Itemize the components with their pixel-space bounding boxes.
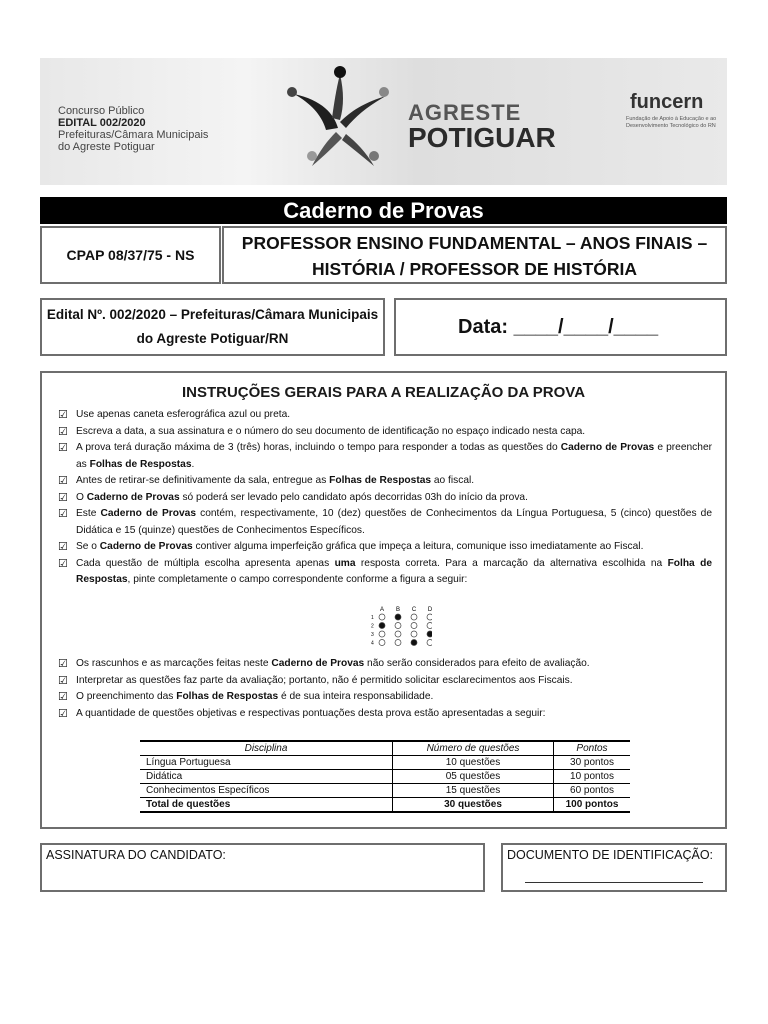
- empty-bubble: [395, 623, 401, 629]
- funcern-name: funcern: [630, 91, 704, 113]
- logo-line1: AGRESTE: [408, 100, 522, 125]
- checkbox-icon: ☑: [58, 557, 68, 570]
- text-segment: contém, respectivamente, 10 (dez) questões de Conhecimentos da Língua Portuguesa, 5 (cinco) questões de Didática e 15 (quinze) questões de Conhecimentos Específicos.: [76, 508, 713, 536]
- text-segment: ao fiscal.: [431, 475, 475, 486]
- table-row: [140, 756, 630, 770]
- table-row: [140, 770, 630, 784]
- contest-info: [58, 105, 208, 153]
- text-segment: .: [191, 458, 195, 470]
- instruction-item: [58, 539, 712, 556]
- empty-bubble: [411, 614, 417, 620]
- checkbox-icon: ☑: [58, 541, 68, 553]
- instruction-text: [76, 506, 712, 539]
- empty-bubble: [395, 631, 401, 637]
- instruction-text: [76, 473, 712, 490]
- text-segment: A prova terá duração máxima de 3 (três) horas, incluindo o tempo para responder a todas as questões do: [76, 442, 561, 453]
- bubble-row-label: 2: [371, 623, 374, 630]
- table-cell: 15 questões: [393, 784, 554, 798]
- exam-code: CPAP 08/37/75 - NS: [40, 226, 221, 284]
- table-cell: 05 questões: [393, 770, 554, 784]
- empty-bubble: [379, 614, 385, 620]
- checkbox-icon: ☑: [58, 658, 68, 670]
- text-segment: O: [76, 491, 87, 503]
- bubble-column-label: B: [395, 607, 401, 613]
- emphasized-text: Caderno de Provas: [100, 508, 196, 519]
- instruction-item: [58, 440, 712, 473]
- agreste-potiguar-logo: [408, 102, 556, 152]
- table-cell: Didática: [140, 770, 393, 784]
- bubble-column-label: C: [411, 607, 417, 613]
- instruction-item: [58, 706, 712, 723]
- contest-info-line: do Agreste Potiguar: [58, 141, 155, 153]
- bubble-row-label: 4: [371, 640, 374, 647]
- document-label: DOCUMENTO DE IDENTIFICAÇÃO:: [507, 848, 714, 862]
- checkbox-icon: ☑: [58, 707, 68, 720]
- checkbox-icon: ☑: [58, 425, 68, 438]
- text-segment: Se o: [76, 541, 100, 552]
- signature-field[interactable]: [40, 843, 485, 892]
- bubble-row-label: 1: [371, 615, 374, 621]
- page-title: Caderno de Provas: [40, 197, 727, 224]
- edital-info: Edital Nº. 002/2020 – Prefeituras/Câmara Municipais do Agreste Potiguar/RN: [40, 298, 385, 356]
- checkbox-icon: ☑: [58, 491, 68, 504]
- table-cell: Língua Portuguesa: [140, 756, 393, 770]
- instruction-text: [76, 490, 712, 507]
- instruction-item: [58, 473, 712, 490]
- empty-bubble: [379, 640, 385, 646]
- text-segment: , pinte completamente o campo correspondente conforme a figura a seguir:: [127, 574, 468, 585]
- emphasized-text: Caderno de Provas: [271, 658, 365, 669]
- position-title: PROFESSOR ENSINO FUNDAMENTAL – ANOS FINAIS – HISTÓRIA / PROFESSOR DE HISTÓRIA: [222, 226, 727, 284]
- document-writing-line: [525, 882, 703, 883]
- text-segment: Os rascunhos e as marcações feitas neste: [76, 658, 272, 669]
- instruction-item: [58, 424, 712, 441]
- instructions-list: [58, 407, 712, 589]
- bubble-column-label: D: [427, 607, 432, 613]
- text-segment: Escreva a data, a sua assinatura e o número do seu documento de identificação no espaço indicado nesta capa.: [76, 425, 586, 437]
- instruction-text: [76, 656, 712, 673]
- contest-info-line: Concurso Público: [58, 105, 145, 117]
- text-segment: só poderá ser levado pelo candidato após decorridas 03h do início da prova.: [179, 491, 528, 503]
- table-cell: 60 pontos: [554, 784, 631, 798]
- empty-bubble: [427, 623, 432, 629]
- contest-info-line: EDITAL 002/2020: [58, 117, 146, 129]
- funcern-logo: [626, 92, 718, 129]
- emphasized-text: Caderno de Provas: [99, 541, 193, 552]
- instruction-text: [76, 440, 712, 473]
- instruction-item: [58, 556, 712, 589]
- filled-bubble: [395, 614, 401, 620]
- emphasized-text: Folhas de Respostas: [329, 475, 432, 486]
- instruction-text: [76, 407, 712, 424]
- table-header-row: [140, 741, 630, 756]
- empty-bubble: [379, 631, 385, 637]
- instruction-text: [76, 556, 712, 589]
- table-cell: 30 questões: [393, 798, 554, 813]
- text-segment: Este: [76, 508, 101, 519]
- instruction-text: [76, 706, 712, 723]
- emphasized-text: Folhas de Respostas: [89, 458, 192, 470]
- text-segment: e preencher as: [76, 442, 712, 470]
- text-segment: Antes de retirar-se definitivamente da sala, entregue as: [76, 475, 330, 486]
- column-header: Pontos: [554, 741, 631, 756]
- instructions-heading: INSTRUÇÕES GERAIS PARA A REALIZAÇÃO DA PROVA: [181, 384, 586, 401]
- funcern-subtitle: Fundação de Apoio à Educação e ao Desenvolvimento Tecnológico do RN: [626, 116, 717, 129]
- bubble-column-label: A: [379, 607, 385, 613]
- text-segment: Interpretar as questões faz parte da avaliação; portanto, não é permitido solicitar esclarecimentos aos Fiscais.: [76, 674, 573, 686]
- text-segment: contiver alguma imperfeição gráfica que impeça a leitura, comunique isso imediatamente ao Fiscal.: [192, 541, 644, 552]
- checkbox-icon: ☑: [58, 691, 68, 703]
- instruction-item: [58, 656, 712, 673]
- table-cell: Conhecimentos Específicos: [140, 784, 393, 798]
- instruction-item: [58, 506, 712, 539]
- logo-line2: POTIGUAR: [408, 122, 556, 153]
- checkbox-icon: ☑: [58, 442, 68, 454]
- instructions-panel: [40, 371, 727, 829]
- contest-info-line: Prefeituras/Câmara Municipais: [58, 129, 209, 141]
- filled-bubble: [379, 623, 385, 629]
- text-segment: A quantidade de questões objetivas e respectivas pontuações desta prova estão apresentadas a seguir:: [76, 707, 546, 719]
- date-field[interactable]: Data: ____/____/____: [394, 298, 727, 356]
- checkbox-icon: ☑: [58, 508, 68, 520]
- instruction-text: [76, 539, 712, 556]
- filled-bubble: [427, 631, 432, 637]
- table-cell: 30 pontos: [554, 756, 631, 770]
- instruction-text: [76, 673, 712, 690]
- empty-bubble: [427, 640, 432, 646]
- emphasized-text: Folhas de Respostas: [176, 691, 279, 702]
- instruction-item: [58, 407, 712, 424]
- bubble-row-label: 3: [371, 632, 374, 638]
- text-segment: é de sua inteira responsabilidade.: [278, 691, 434, 702]
- answer-sheet-example-figure: [368, 605, 432, 653]
- identification-document-field[interactable]: [501, 843, 727, 892]
- column-header: Disciplina: [140, 741, 393, 756]
- checkbox-icon: ☑: [58, 674, 68, 687]
- table-cell: 100 pontos: [554, 798, 631, 813]
- instruction-item: [58, 689, 712, 706]
- empty-bubble: [395, 640, 401, 646]
- table-cell: Total de questões: [140, 798, 393, 813]
- signature-label: ASSINATURA DO CANDIDATO:: [46, 848, 226, 862]
- agreste-star-logo: [282, 66, 400, 176]
- checkbox-icon: ☑: [58, 409, 68, 421]
- instruction-item: [58, 490, 712, 507]
- empty-bubble: [411, 623, 417, 629]
- emphasized-text: Caderno de Provas: [560, 442, 655, 453]
- instruction-item: [58, 673, 712, 690]
- text-segment: não serão considerados para efeito de avaliação.: [364, 658, 590, 669]
- filled-bubble: [411, 640, 417, 646]
- table-cell: 10 pontos: [554, 770, 631, 784]
- emphasized-text: uma: [334, 557, 356, 569]
- checkbox-icon: ☑: [58, 475, 68, 487]
- points-table: [140, 740, 630, 813]
- table-row: [140, 784, 630, 798]
- column-header: Número de questões: [393, 741, 554, 756]
- instruction-text: [76, 424, 712, 441]
- text-segment: resposta correta. Para a marcação da alternativa escolhida na: [355, 557, 668, 569]
- text-segment: Cada questão de múltipla escolha apresenta apenas: [76, 557, 335, 569]
- instruction-text: [76, 689, 712, 706]
- table-total-row: [140, 798, 630, 813]
- text-segment: Use apenas caneta esferográfica azul ou preta.: [76, 409, 291, 420]
- empty-bubble: [427, 614, 432, 620]
- emphasized-text: Caderno de Provas: [86, 491, 180, 503]
- instructions-list-continued: [58, 656, 712, 722]
- emphasized-text: Folha de Respostas: [76, 557, 712, 585]
- text-segment: O preenchimento das: [76, 691, 177, 702]
- empty-bubble: [411, 631, 417, 637]
- table-cell: 10 questões: [393, 756, 554, 770]
